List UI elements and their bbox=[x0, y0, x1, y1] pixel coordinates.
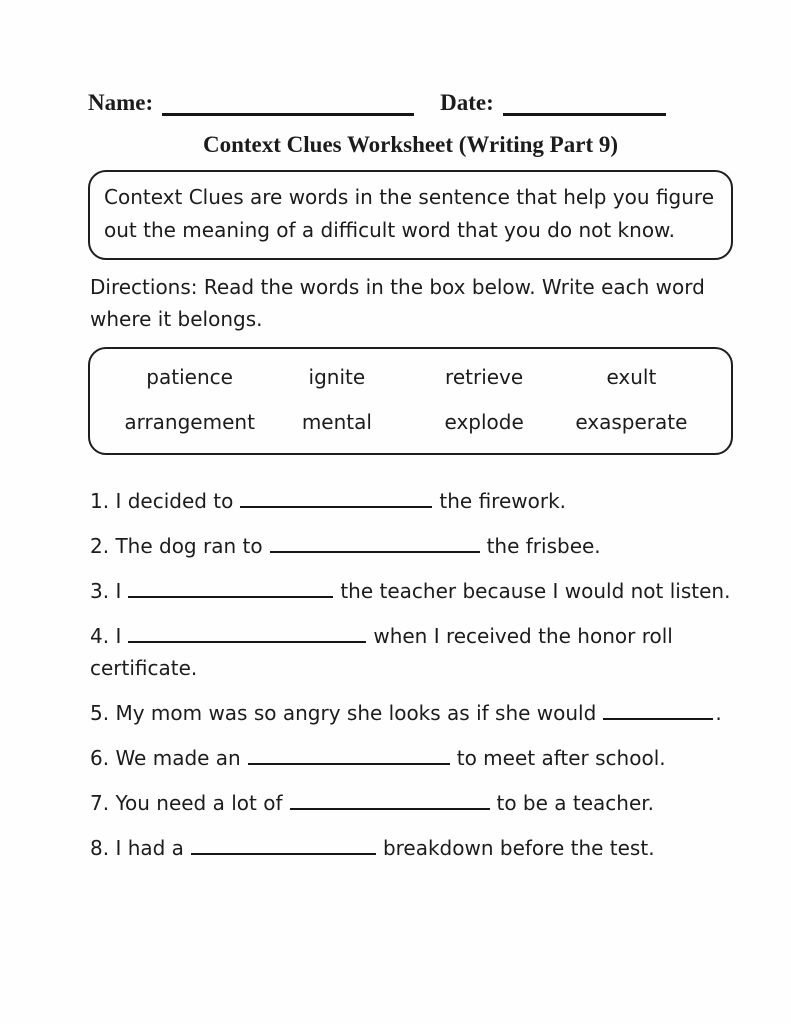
word-bank-word: patience bbox=[146, 365, 233, 389]
question-text-before: 7. You need a lot of bbox=[90, 791, 283, 815]
word-bank-word: arrangement bbox=[124, 410, 255, 434]
date-label: Date: bbox=[440, 90, 494, 115]
answer-blank-line bbox=[191, 833, 376, 855]
question-8 bbox=[90, 832, 733, 864]
question-text-before: 8. I had a bbox=[90, 836, 184, 860]
date-blank-line bbox=[503, 90, 666, 116]
word-bank-box bbox=[88, 347, 733, 455]
question-text-after: to be a teacher. bbox=[496, 791, 655, 815]
definition-text: Context Clues are words in the sentence that help you figure out the meaning of a difficult word that you do not know. bbox=[104, 185, 714, 242]
word-bank-word: ignite bbox=[308, 365, 366, 389]
date-group bbox=[440, 90, 666, 116]
question-text-after: . bbox=[715, 701, 722, 725]
question-4 bbox=[90, 620, 733, 684]
question-text-after: the firework. bbox=[439, 489, 567, 513]
question-text-before: 6. We made an bbox=[90, 746, 241, 770]
answer-blank-line bbox=[270, 531, 480, 553]
name-label: Name: bbox=[88, 90, 154, 115]
question-text-after: the frisbee. bbox=[486, 534, 601, 558]
name-blank-line bbox=[162, 90, 414, 116]
question-text-after: the teacher because I would not listen. bbox=[340, 579, 731, 603]
question-7 bbox=[90, 787, 733, 819]
question-list bbox=[90, 485, 733, 864]
answer-blank-line bbox=[603, 698, 713, 720]
question-6 bbox=[90, 742, 733, 774]
question-5 bbox=[90, 697, 733, 729]
header-row bbox=[88, 90, 733, 116]
question-text-after: breakdown before the test. bbox=[382, 836, 655, 860]
word-bank-row-2 bbox=[116, 405, 705, 439]
definition-box bbox=[88, 170, 733, 260]
directions-text: Directions: Read the words in the box below. Write each word where it belongs. bbox=[90, 275, 705, 331]
page-title: Context Clues Worksheet (Writing Part 9) bbox=[202, 132, 619, 157]
answer-blank-line bbox=[128, 621, 366, 643]
word-bank-row-1 bbox=[116, 360, 705, 394]
question-1 bbox=[90, 485, 733, 517]
word-bank-word: mental bbox=[301, 410, 372, 434]
answer-blank-line bbox=[248, 743, 450, 765]
question-3 bbox=[90, 575, 733, 607]
word-bank-word: retrieve bbox=[445, 365, 524, 389]
question-text-before: 1. I decided to bbox=[90, 489, 234, 513]
question-text-before: 2. The dog ran to bbox=[90, 534, 263, 558]
answer-blank-line bbox=[240, 486, 432, 508]
question-text-before: 4. I bbox=[90, 624, 122, 648]
question-text-after: when I received the honor roll certificate. bbox=[90, 624, 673, 680]
word-bank-word: explode bbox=[444, 410, 524, 434]
answer-blank-line bbox=[128, 576, 333, 598]
question-text-before: 3. I bbox=[90, 579, 122, 603]
question-2 bbox=[90, 530, 733, 562]
word-bank-word: exult bbox=[606, 365, 657, 389]
question-text-after: to meet after school. bbox=[456, 746, 666, 770]
word-bank-word: exasperate bbox=[575, 410, 688, 434]
question-text-before: 5. My mom was so angry she looks as if she would bbox=[90, 701, 597, 725]
answer-blank-line bbox=[290, 788, 490, 810]
